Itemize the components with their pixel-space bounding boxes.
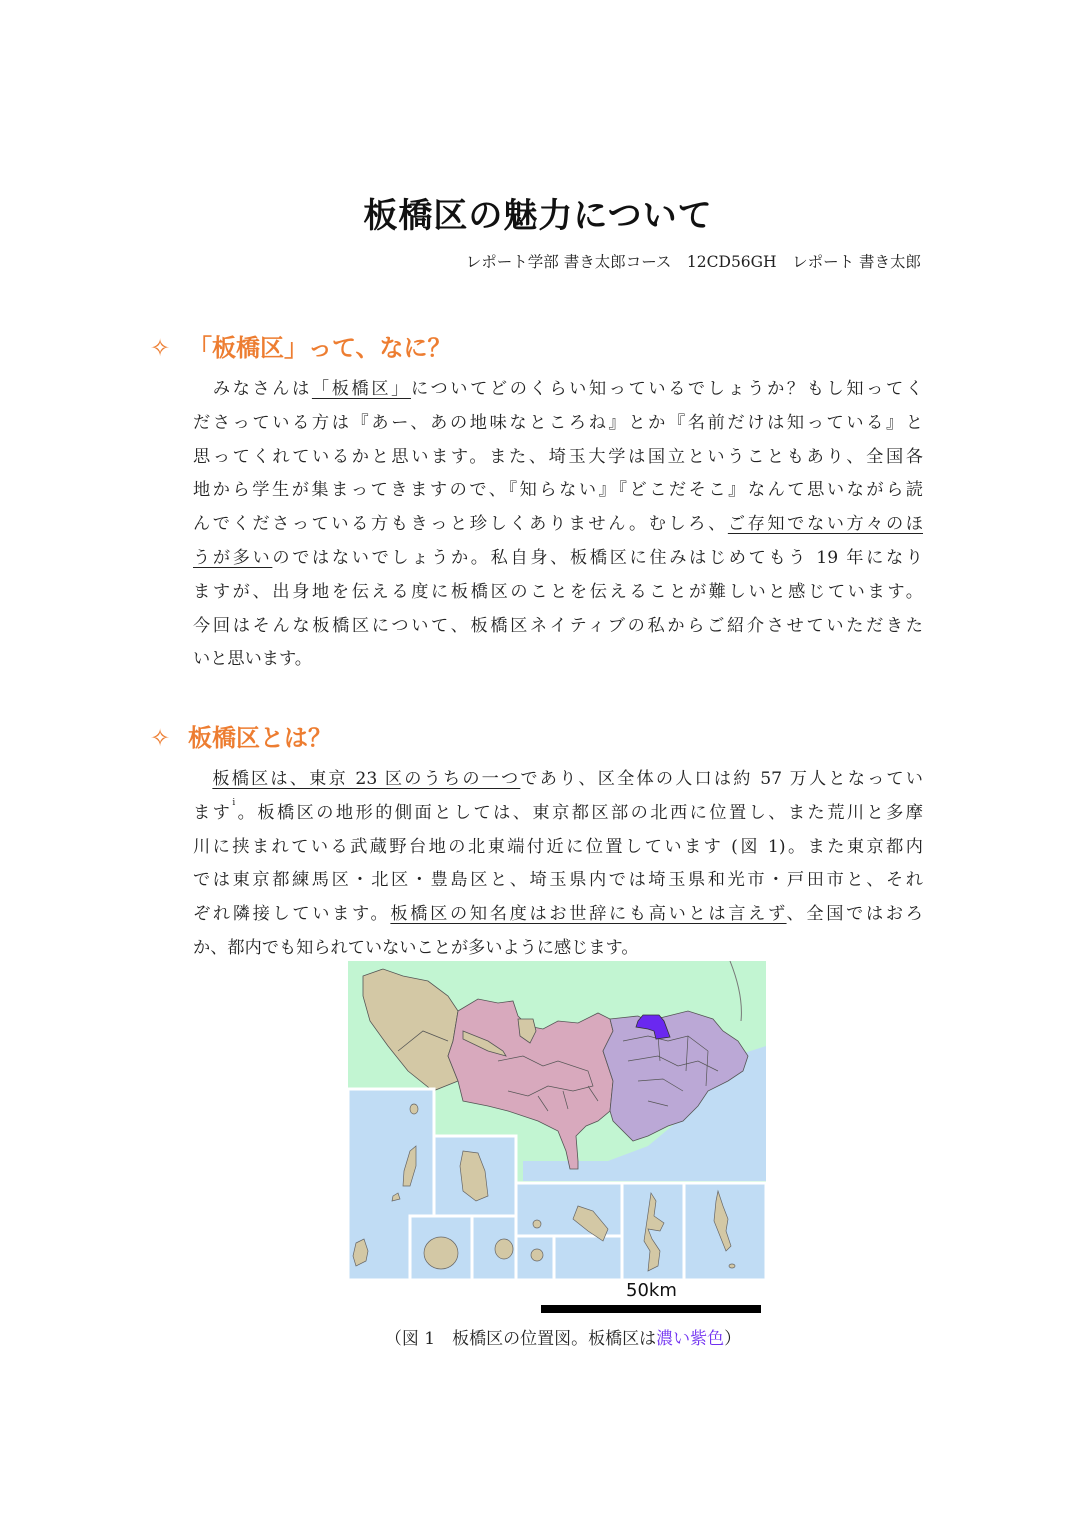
underlined-text: 「板橋区」: [311, 379, 411, 399]
text-line: [193, 898, 923, 932]
text: のではないでしょうか。私自身、板橋区に住みはじめてもう 19 年になり: [272, 547, 923, 568]
text-line: [193, 831, 923, 865]
text: では東京都練馬区・北区・豊島区と、埼玉県内では埼玉県和光市・戸田市と、それ: [193, 870, 923, 891]
text: みなさんは: [212, 379, 312, 399]
section-heading-text: 板橋区とは？: [188, 724, 332, 752]
text: ます: [193, 802, 233, 823]
section-heading-what-is-itabashi: [150, 328, 452, 363]
text: 川に挟まれている武蔵野台地の北東端付近に位置しています (図 1)。また東京都内: [193, 836, 923, 857]
underlined-text: 板橋区は、東京 23 区のうちの一つ: [212, 769, 521, 789]
footnote-marker[interactable]: i: [232, 797, 236, 808]
underlined-text: ご存知でない方々のほ: [727, 514, 923, 535]
text-line: [193, 542, 923, 576]
author-line: レポート学部 書き太郎コース 12CD56GH レポート 書き太郎: [465, 253, 921, 271]
caption-accent-text: 濃い紫色: [656, 1329, 725, 1349]
text: についてどのくらい知っているでしょうか？もし知ってく: [410, 379, 923, 399]
caption-text: （図 1 板橋区の位置図。板橋区は: [384, 1329, 657, 1349]
document-title: 板橋区の魅力について: [363, 196, 713, 236]
text: 今回はそんな板橋区について、板橋区ネイティブの私からご紹介させていただきた: [193, 615, 923, 636]
caption-text: ）: [724, 1329, 742, 1349]
section-heading-about-itabashi: [150, 718, 332, 753]
text: 思ってくれているかと思います。また、埼玉大学は国立ということもあり、全国各: [193, 446, 923, 467]
text-line: [193, 643, 923, 677]
text: であり、区全体の人口は約 57 万人となってい: [520, 769, 923, 789]
text-line: [193, 508, 923, 542]
section-heading-text: 「板橋区」って、なに？: [188, 334, 452, 362]
text-line: [193, 576, 923, 610]
tokyo-location-map: [348, 961, 766, 1280]
text-line: [193, 797, 923, 831]
text-line: [193, 610, 923, 644]
text-line: [193, 864, 923, 898]
text: んでくださっている方もきっと珍しくありません。むしろ、: [193, 514, 728, 535]
text: ぞれ隣接しています。: [193, 904, 391, 925]
underlined-text: うが多い: [193, 547, 273, 568]
text: いと思います。: [193, 649, 312, 670]
text: 。板橋区の地形的側面としては、東京都区部の北西に位置し、また荒川と多摩: [235, 802, 923, 823]
text: 、全国ではおろ: [786, 904, 923, 925]
text-line: [193, 763, 923, 797]
text: 地から学生が集まってきますので、『知らない』『どこだそこ』なんて思いながら読: [193, 480, 923, 501]
paragraph-intro: [193, 373, 923, 677]
text-line: [193, 441, 923, 475]
underlined-text: 板橋区の知名度はお世辞にも高いとは言えず: [390, 904, 787, 925]
text: ますが、出身地を伝える度に板橋区のことを伝えることが難しいと感じています。: [193, 581, 923, 602]
paragraph-overview: [193, 763, 923, 966]
figure-caption: [0, 1324, 1076, 1349]
text-line: [193, 407, 923, 441]
text-line: [193, 373, 923, 407]
text: ださっている方は『あー、あの地味なところね』とか『名前だけは知っている』と: [193, 412, 923, 433]
sparkle-icon: ✧: [150, 724, 171, 752]
text: か、都内でも知られていないことが多いように感じます。: [193, 937, 639, 958]
map-scale-bar: [541, 1305, 761, 1313]
text-line: [193, 474, 923, 508]
sparkle-icon: ✧: [150, 334, 171, 362]
map-scale-label: 50km: [626, 1280, 677, 1301]
